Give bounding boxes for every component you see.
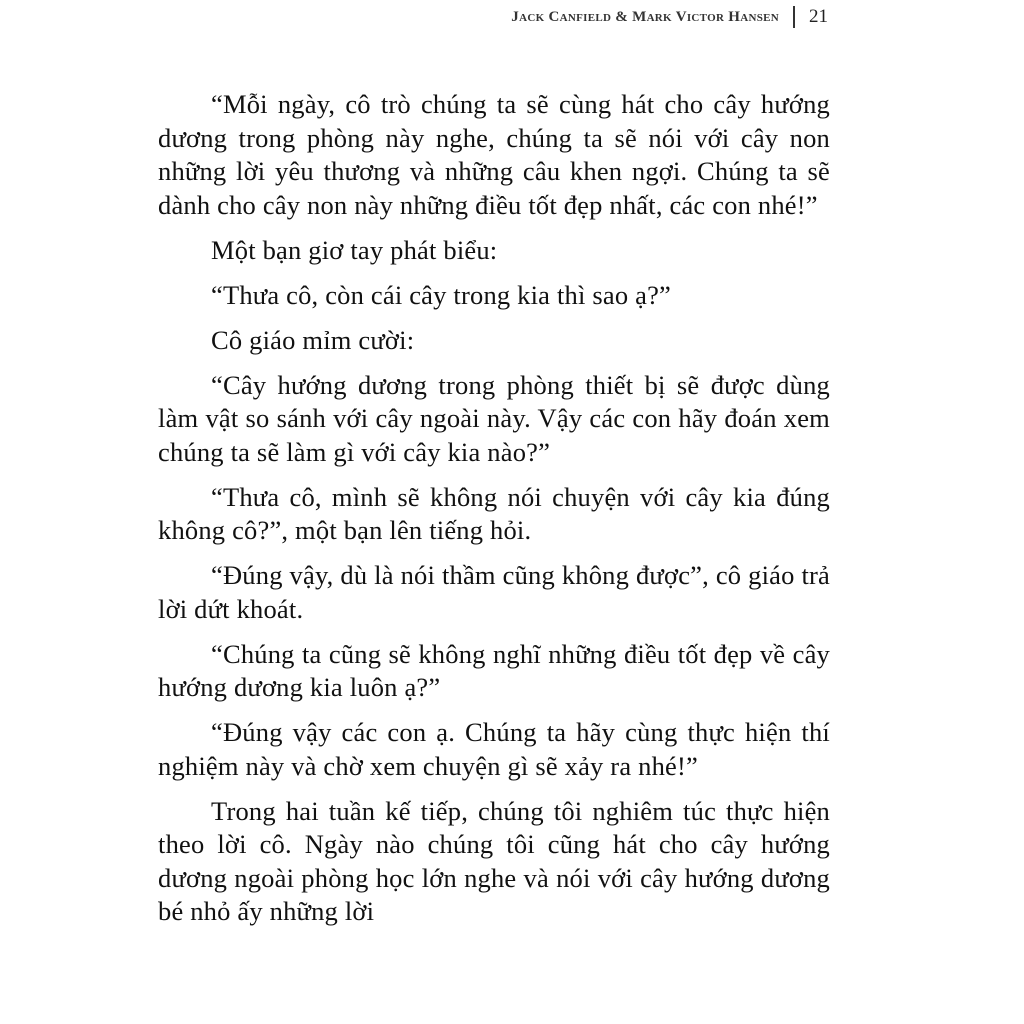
paragraph: “Thưa cô, còn cái cây trong kia thì sao ạ?” <box>211 279 672 310</box>
paragraph: “Cây hướng dương trong phòng thiết bị sẽ được dùng làm vật so sánh với cây ngoài này. Vậy các con hãy đoán xem chúng ta sẽ làm gì với cây kia nào?” <box>158 369 830 467</box>
header-authors: Jack Canfield & Mark Victor Hansen <box>511 8 779 25</box>
paragraph: “Mỗi ngày, cô trò chúng ta sẽ cùng hát cho cây hướng dương trong phòng này nghe, chúng ta sẽ nói với cây non những lời yêu thương và những câu khen ngợi. Chúng ta sẽ dành cho cây non này những điều tốt đẹp nhất, các con nhé!” <box>158 89 830 220</box>
header-divider <box>793 6 795 28</box>
body-text <box>158 88 830 940</box>
paragraph: Trong hai tuần kế tiếp, chúng tôi nghiêm túc thực hiện theo lời cô. Ngày nào chúng tôi cũng hát cho cây hướng dương ngoài phòng học lớn nghe và nói với cây hướng dương bé nhỏ ấy những lời <box>158 795 830 926</box>
paragraph: “Thưa cô, mình sẽ không nói chuyện với cây kia đúng không cô?”, một bạn lên tiếng hỏi. <box>158 481 830 545</box>
running-header <box>511 6 828 28</box>
page-number: 21 <box>809 6 828 27</box>
paragraph: Một bạn giơ tay phát biểu: <box>211 234 498 265</box>
paragraph: “Đúng vậy, dù là nói thầm cũng không được”, cô giáo trả lời dứt khoát. <box>158 560 830 624</box>
paragraph: “Đúng vậy các con ạ. Chúng ta hãy cùng thực hiện thí nghiệm này và chờ xem chuyện gì sẽ xảy ra nhé!” <box>158 717 830 781</box>
paragraph: Cô giáo mỉm cười: <box>211 324 415 355</box>
paragraph: “Chúng ta cũng sẽ không nghĩ những điều tốt đẹp về cây hướng dương kia luôn ạ?” <box>158 638 830 702</box>
